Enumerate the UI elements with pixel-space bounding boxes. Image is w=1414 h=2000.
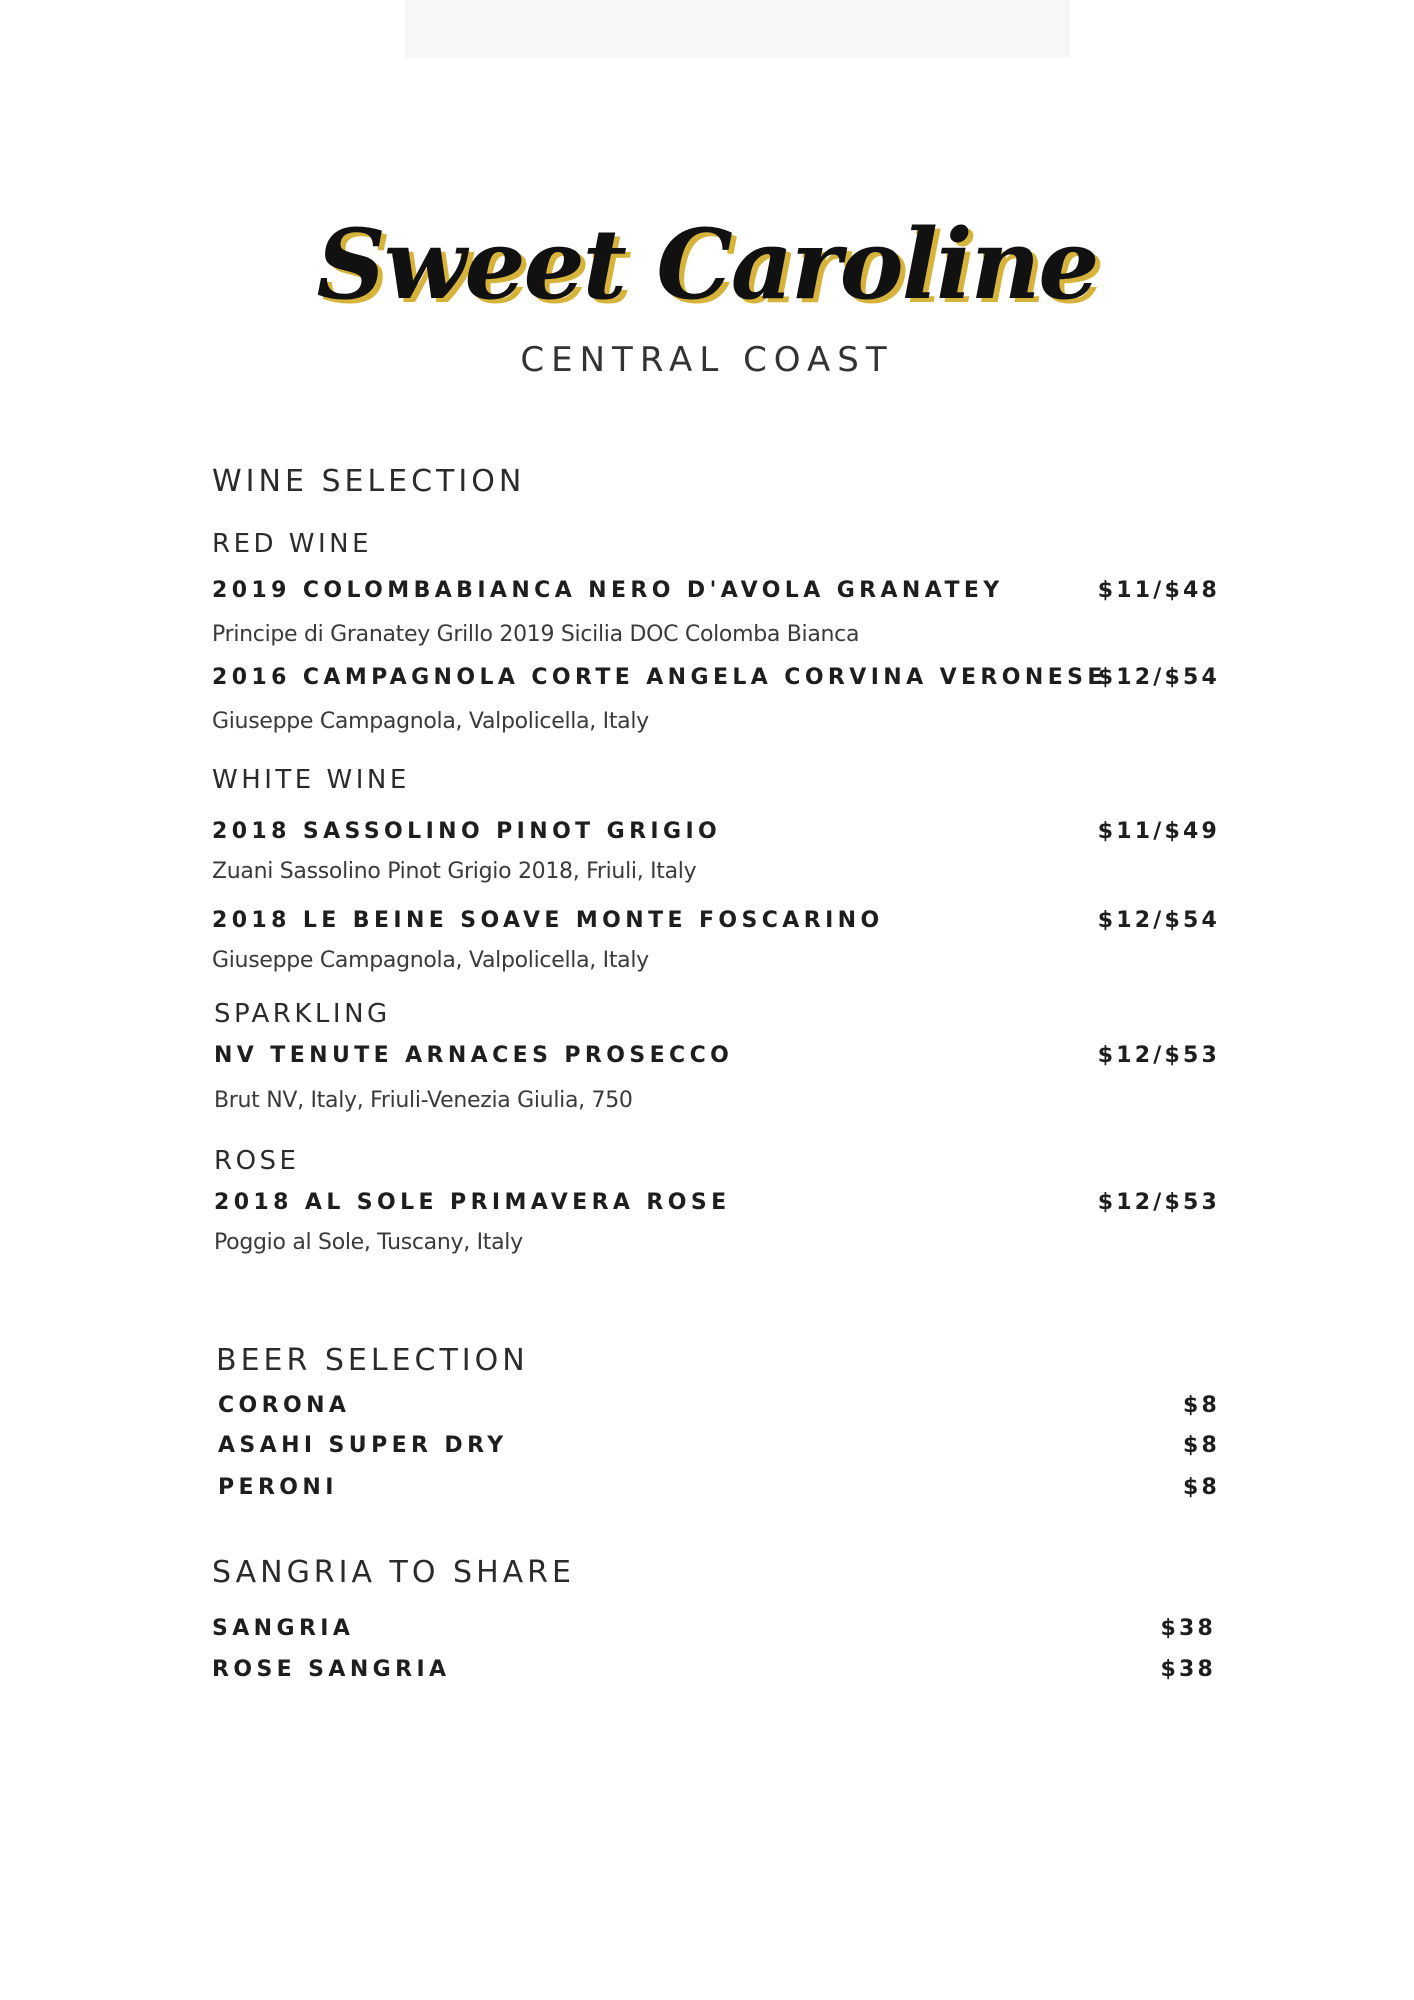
- sangria-item-price: $38: [1160, 1616, 1216, 1641]
- logo-subtitle: CENTRAL COAST: [520, 340, 894, 380]
- white-wine-heading: WHITE WINE: [212, 765, 410, 795]
- rose-item-name: 2018 AL SOLE PRIMAVERA ROSE: [214, 1190, 731, 1215]
- sangria-item-name: ROSE SANGRIA: [212, 1657, 451, 1682]
- top-header-bar: [405, 0, 1070, 58]
- beer-item-name: ASAHI SUPER DRY: [218, 1433, 508, 1458]
- beer-item-name: CORONA: [218, 1393, 351, 1418]
- sparkling-heading: SPARKLING: [214, 999, 391, 1029]
- rose-item-description: Poggio al Sole, Tuscany, Italy: [214, 1230, 523, 1255]
- sparkling-item-description: Brut NV, Italy, Friuli-Venezia Giulia, 750: [214, 1088, 633, 1113]
- beer-section-title: BEER SELECTION: [216, 1343, 529, 1378]
- sparkling-item-name: NV TENUTE ARNACES PROSECCO: [214, 1043, 734, 1068]
- beer-item-price: $8: [1182, 1433, 1220, 1458]
- red-wine-item-name: 2016 CAMPAGNOLA CORTE ANGELA CORVINA VERONESE: [212, 665, 1107, 690]
- logo-sweet-caroline: Sweet Caroline: [316, 208, 1098, 321]
- wine-section-title: WINE SELECTION: [212, 464, 526, 499]
- white-wine-item-name: 2018 LE BEINE SOAVE MONTE FOSCARINO: [212, 908, 884, 933]
- rose-heading: ROSE: [214, 1146, 300, 1176]
- sangria-section-title: SANGRIA TO SHARE: [212, 1555, 575, 1590]
- red-wine-item-name: 2019 COLOMBABIANCA NERO D'AVOLA GRANATEY: [212, 578, 1004, 603]
- white-wine-item-name: 2018 SASSOLINO PINOT GRIGIO: [212, 819, 722, 844]
- red-wine-item-description: Principe di Granatey Grillo 2019 Sicilia DOC Colomba Bianca: [212, 622, 860, 647]
- red-wine-heading: RED WINE: [212, 529, 373, 559]
- red-wine-item-price: $12/$54: [1097, 665, 1220, 690]
- sangria-item-price: $38: [1160, 1657, 1216, 1682]
- red-wine-item-price: $11/$48: [1097, 578, 1220, 603]
- white-wine-item-price: $12/$54: [1097, 908, 1220, 933]
- beer-item-price: $8: [1182, 1475, 1220, 1500]
- white-wine-item-price: $11/$49: [1097, 819, 1220, 844]
- red-wine-item-description: Giuseppe Campagnola, Valpolicella, Italy: [212, 709, 649, 734]
- beer-item-price: $8: [1182, 1393, 1220, 1418]
- beer-item-name: PERONI: [218, 1475, 338, 1500]
- rose-item-price: $12/$53: [1097, 1190, 1220, 1215]
- sangria-item-name: SANGRIA: [212, 1616, 355, 1641]
- white-wine-item-description: Giuseppe Campagnola, Valpolicella, Italy: [212, 948, 649, 973]
- sparkling-item-price: $12/$53: [1097, 1043, 1220, 1068]
- white-wine-item-description: Zuani Sassolino Pinot Grigio 2018, Friuli, Italy: [212, 859, 697, 884]
